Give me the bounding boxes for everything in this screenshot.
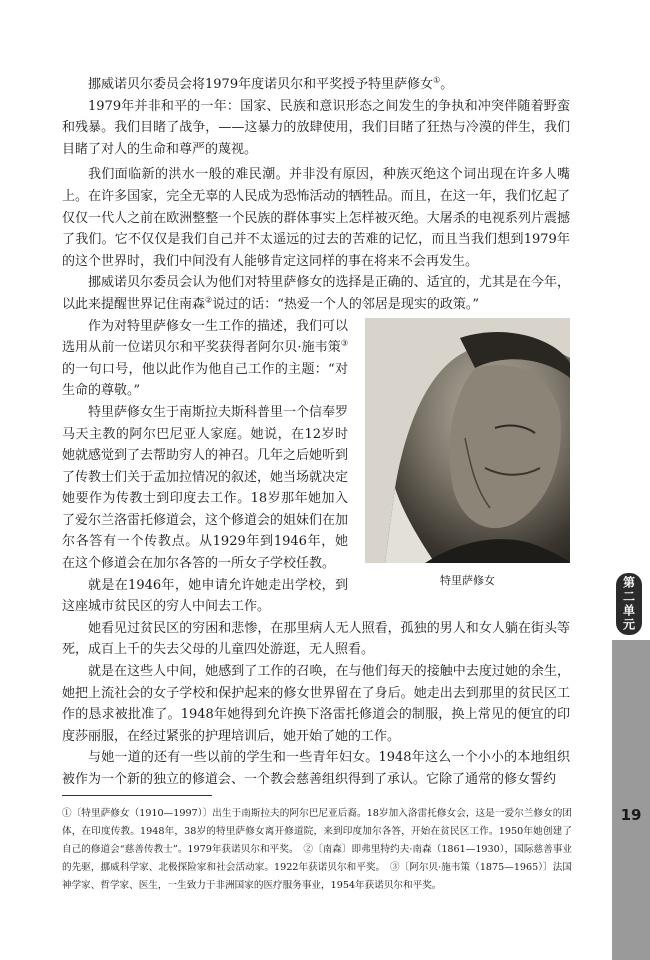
paragraph-8: 她看见过贫民区的穷困和悲惨，在那里病人无人照看，孤独的男人和女人躺在街头等死，成百上千的失去父母的儿童四处游逛，无人照看。 [62,620,570,658]
paragraph-10: 与她一道的还有一些以前的学生和一些青年妇女。1948年这么一个小小的本地组织被作为一个新的独立的修道会、一个教会慈善组织得到了承认。它除了通常的修女誓约 [62,750,570,787]
mother-teresa-photo [365,318,570,563]
paragraph-2: 1979年并非和平的一年：国家、民族和意识形态之间发生的争执和冲突伴随着野蛮和残暴。我们目睹了战争，——这暴力的放肆使用，我们目睹了狂热与冷漠的伴生，我们目睹了对人的生命和尊严的蔑视。 [62,98,570,157]
margin-bar [612,640,650,960]
footnote-ref-1[interactable]: ① [433,75,441,85]
paragraph-5: 作为对特里萨修女一生工作的描述，我们可以选用从前一位诺贝尔和平奖获得者阿尔贝·施韦策③的一句口号，他以此作为他自己工作的主题：“对生命的尊敬。” [62,318,349,399]
unit-label: 第二单元 [621,576,636,632]
main-article [62,74,570,791]
paragraph-6: 特里萨修女生于南斯拉夫斯科普里一个信奉罗马天主教的阿尔巴尼亚人家庭。她说，在12岁时她就感觉到了去帮助穷人的神召。几年之后她听到了传教士们关于孟加拉情况的叙述，她当场就决定她要作为传教士到印度去工作。18岁那年她加入了爱尔兰洛雷托修道会，这个修道会的姐妹们在加尔各答有一个传教点。从1929年到1946年，她在这个修道会在加尔各答的一所女子学校任教。 [62,404,349,572]
footnote-ref-3[interactable]: ③ [340,338,348,348]
footnote-divider [62,795,212,796]
figure [360,318,570,590]
photo-caption: 特里萨修女 [440,573,495,587]
paragraph-9: 就是在这些人中间，她感到了工作的召唤，在与他们每天的接触中去度过她的余生，她把上流社会的女子学校和保护起来的修女世界留在了身后。她走出去到那里的贫民区工作的恳求被批准了。1948年她得到允许换下洛雷托修道会的制服，换上常见的便宜的印度莎丽服，在经过紧张的护理培训后，她开始了她的工作。 [62,664,570,744]
footnotes [62,805,572,895]
page-number: 19 [620,806,642,824]
paragraph-7: 就是在1946年，她申请允许她走出学校，到这座城市贫民区的穷人中间去工作。 [62,577,348,615]
footnote-text: ①〔特里萨修女（1910—1997）〕出生于南斯拉夫的阿尔巴尼亚后裔。18岁加入洛雷托修女会，这是一爱尔兰修女的团体，在印度传教。1948年，38岁的特里萨修女离开修道院，来到印度加尔各答，开始在贫民区工作。1950年她创建了自己的修道会“慈善传教士”。1979年获诺贝尔和平奖。 ②〔南森〕即弗里特约夫·南森（1861—1930），国际慈善事业的先驱，挪威科学家、北极探险家和社会活动家。1922年获诺贝尔和平奖。 ③〔阿尔贝·施韦策（1875—1965）〕法国神学家、哲学家、医生，一生致力于非洲国家的医疗服务事业，1954年获诺贝尔和平奖。 [62,808,572,891]
footnote-ref-2[interactable]: ② [205,295,213,305]
paragraph-1: 挪威诺贝尔委员会将1979年度诺贝尔和平奖授予特里萨修女①。 [88,75,454,92]
portrait-illustration [365,318,570,563]
unit-tab [616,573,642,635]
paragraph-3: 我们面临新的洪水一般的难民潮。并非没有原因，种族灭绝这个词出现在许多人嘴上。在许多国家，完全无辜的人民成为恐怖活动的牺牲品。而且，在这一年，我们忆起了仅仅一代人之前在欧洲整整一个民族的群体事实上怎样被灭绝。大屠杀的电视系列片震撼了我们。它不仅仅是我们自己并不太遥远的过去的苦难的记忆，而且当我们想到1979年的这个世界时，我们中间没有人能够肯定这同样的事在将来不会再发生。 [62,167,570,269]
paragraph-4: 挪威诺贝尔委员会认为他们对特里萨修女的选择是正确的、适宜的，尤其是在今年，以此来提醒世界记住南森②说过的话：“热爱一个人的邻居是现实的政策。” [62,275,570,312]
